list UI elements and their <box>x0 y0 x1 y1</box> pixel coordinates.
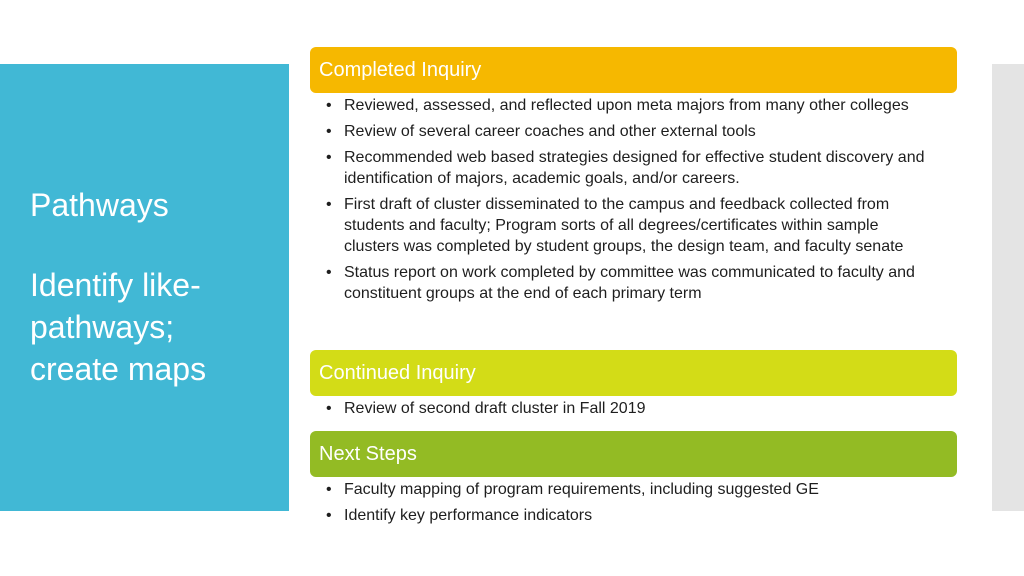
slide-title: Pathways <box>30 187 169 223</box>
completed-inquiry-list <box>326 95 936 309</box>
bullet-dot-icon: • <box>326 97 332 114</box>
list-item: • Reviewed, assessed, and reflected upon meta majors from many other colleges <box>326 97 909 114</box>
list-item: • Review of several career coaches and other external tools <box>326 123 756 140</box>
bullet-dot-icon: • <box>326 507 332 524</box>
continued-inquiry-list <box>326 398 936 424</box>
list-item: • First draft of cluster disseminated to the campus and feedback collected from students and faculty; Program sorts of all degrees/certificates within sample clusters was completed by student groups, the design team, and faculty senate <box>326 196 904 255</box>
list-item: • Review of second draft cluster in Fall 2019 <box>326 400 646 417</box>
bullet-dot-icon: • <box>326 481 332 498</box>
slide-subtitle-line: create maps <box>30 351 207 387</box>
section-header-next-steps: Next Steps <box>310 431 957 477</box>
bullet-dot-icon: • <box>326 196 332 213</box>
list-item: • Recommended web based strategies designed for effective student discovery and identification of majors, academic goals, and/or careers. <box>326 149 925 187</box>
bullet-dot-icon: • <box>326 264 332 281</box>
left-title-block <box>30 184 280 390</box>
bullet-dot-icon: • <box>326 123 332 140</box>
slide-subtitle-line: Identify like- <box>30 267 201 303</box>
right-accent-bar <box>992 64 1024 511</box>
list-item: • Identify key performance indicators <box>326 507 593 524</box>
slide-subtitle-line: pathways; <box>30 309 175 345</box>
list-item: • Faculty mapping of program requirements, including suggested GE <box>326 481 819 498</box>
bullet-dot-icon: • <box>326 400 332 417</box>
list-item: • Status report on work completed by committee was communicated to faculty and constituent groups at the end of each primary term <box>326 264 915 302</box>
section-header-completed-inquiry: Completed Inquiry <box>310 47 957 93</box>
bullet-dot-icon: • <box>326 149 332 166</box>
section-header-continued-inquiry: Continued Inquiry <box>310 350 957 396</box>
next-steps-list <box>326 479 936 531</box>
